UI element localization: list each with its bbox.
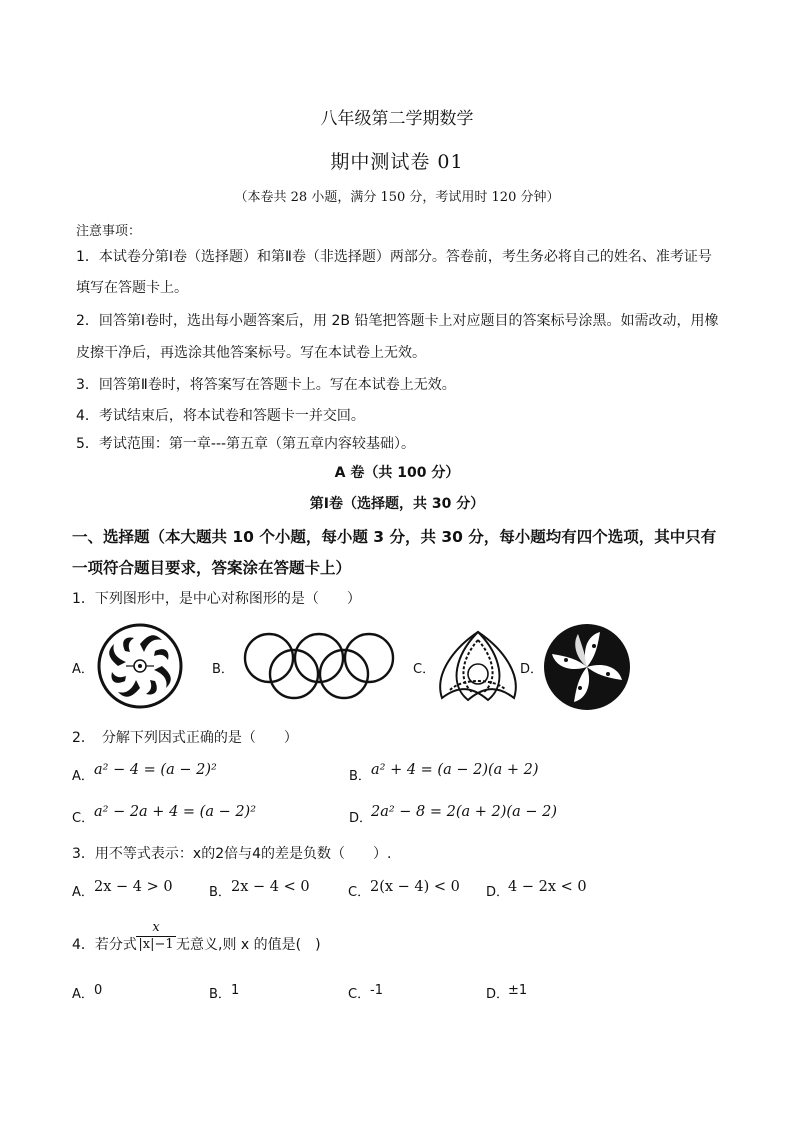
part-1-heading: 第Ⅰ卷（选择题，共 30 分） bbox=[309, 496, 485, 512]
q1-option-c-label: C． bbox=[413, 662, 436, 677]
q4-fraction bbox=[136, 920, 176, 952]
q4-option-a-label: A． bbox=[72, 987, 94, 1002]
q4-option-c-expr: -1 bbox=[370, 983, 383, 998]
q3-option-a-label: A． bbox=[72, 885, 94, 900]
q1-stem: 1．下列图形中，是中心对称图形的是（ ） bbox=[72, 591, 361, 607]
note-line-2: 填写在答题卡上。 bbox=[76, 280, 188, 296]
exam-info: （本卷共 28 小题，满分 150 分，考试用时 120 分钟） bbox=[234, 190, 560, 205]
q1-option-b-label: B． bbox=[212, 662, 234, 677]
note-line-4: 皮擦干净后，再选涂其他答案标号。写在本试卷上无效。 bbox=[76, 345, 426, 361]
choice-section-heading-cont: 一项符合题目要求，答案涂在答题卡上） bbox=[72, 559, 352, 577]
q1-option-a-label: A． bbox=[72, 662, 94, 677]
q3-option-a-expr: 2x − 4 > 0 bbox=[94, 879, 173, 895]
q2-option-b-expr: a² + 4 = (a − 2)(a + 2) bbox=[371, 762, 539, 778]
q4-stem-prefix: 4．若分式 bbox=[72, 937, 137, 953]
q4-option-c-label: C． bbox=[348, 987, 371, 1002]
q3-option-b-expr: 2x − 4 < 0 bbox=[231, 879, 310, 895]
notes-heading: 注意事项： bbox=[76, 224, 142, 239]
q3-option-d-label: D． bbox=[486, 885, 510, 900]
q2-option-d-expr: 2a² − 8 = 2(a + 2)(a − 2) bbox=[371, 804, 557, 820]
q4-option-b-label: B． bbox=[209, 987, 231, 1002]
q2-option-a-label: A． bbox=[72, 769, 94, 784]
q4-fraction-numerator: x bbox=[152, 920, 160, 935]
q4-option-d-label: D． bbox=[486, 987, 510, 1002]
q2-option-b-label: B． bbox=[349, 769, 371, 784]
note-line-6: 4．考试结束后，将本试卷和答题卡一并交回。 bbox=[76, 408, 365, 424]
note-line-7: 5．考试范围：第一章---第五章（第五章内容较基础）。 bbox=[76, 436, 416, 452]
q3-option-b-label: B． bbox=[209, 885, 231, 900]
q2-option-d-label: D． bbox=[349, 811, 373, 826]
exam-grade-title: 八年级第二学期数学 bbox=[320, 109, 474, 129]
q2-stem: 2． 分解下列因式正确的是（ ） bbox=[72, 730, 298, 746]
pinwheel-circle-figure bbox=[96, 622, 184, 710]
choice-section-heading: 一、选择题（本大题共 10 个小题，每小题 3 分，共 30 分，每小题均有四个选项，其中只有 bbox=[72, 528, 717, 546]
q2-option-c-label: C． bbox=[72, 811, 95, 826]
q4-fraction-denominator: |x|−1 bbox=[136, 936, 176, 952]
bauhinia-flower-figure bbox=[542, 622, 632, 712]
q2-option-a-expr: a² − 4 = (a − 2)² bbox=[94, 762, 217, 778]
q2-option-c-expr: a² − 2a + 4 = (a − 2)² bbox=[94, 804, 257, 820]
q4-option-d-expr: ±1 bbox=[508, 983, 528, 998]
q4-option-a-expr: 0 bbox=[94, 983, 103, 998]
triquetra-knot-figure bbox=[436, 628, 520, 704]
note-line-1: 1．本试卷分第Ⅰ卷（选择题）和第Ⅱ卷（非选择题）两部分。答卷前，考生务必将自己的姓名、准考证号 bbox=[76, 249, 712, 265]
q1-option-d-label: D． bbox=[520, 662, 544, 677]
exam-title: 期中测试卷 01 bbox=[330, 151, 464, 173]
q3-stem: 3．用不等式表示：x的2倍与4的差是负数（ ）. bbox=[72, 846, 392, 862]
note-line-5: 3．回答第Ⅱ卷时，将答案写在答题卡上。写在本试卷上无效。 bbox=[76, 377, 456, 393]
q3-option-c-label: C． bbox=[348, 885, 371, 900]
volume-a-heading: A 卷（共 100 分） bbox=[334, 465, 460, 481]
q4-stem-suffix: 无意义,则 x 的值是( ) bbox=[176, 937, 321, 953]
q3-option-c-expr: 2(x − 4) < 0 bbox=[370, 879, 460, 895]
note-line-3: 2．回答第Ⅰ卷时，选出每小题答案后，用 2B 铅笔把答题卡上对应题目的答案标号涂黑。如需改动，用橡 bbox=[76, 313, 719, 329]
q3-option-d-expr: 4 − 2x < 0 bbox=[508, 879, 587, 895]
olympic-rings-figure bbox=[236, 628, 402, 700]
q4-option-b-expr: 1 bbox=[231, 983, 240, 998]
